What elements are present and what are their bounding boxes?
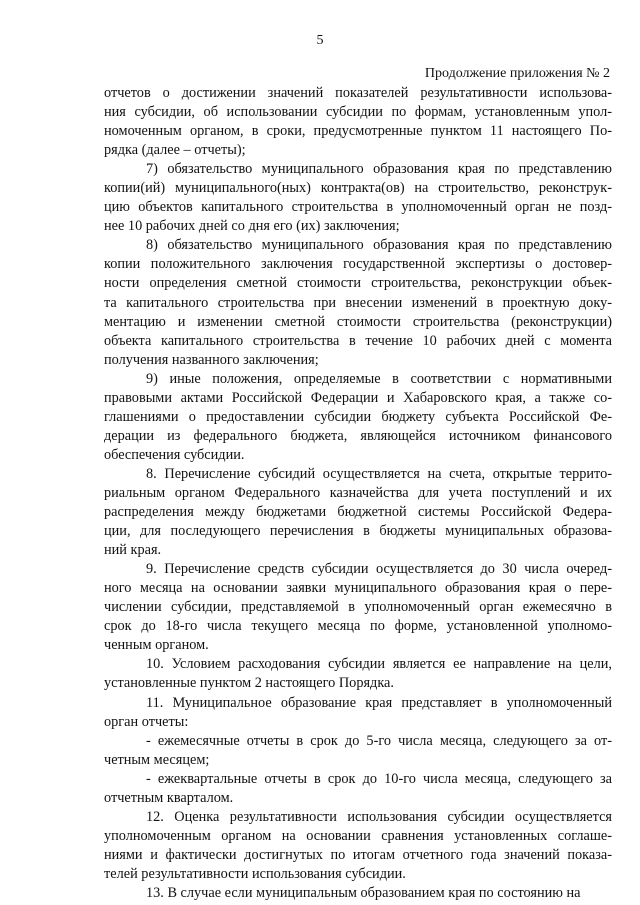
text-line: числении субсидии, представляемой в уполномоченный орган ежемесячно в [104,599,612,616]
page-number: 5 [316,33,324,48]
text-line: объекта капитального строительства в течение 10 рабочих дней с момента [104,332,612,349]
text-line: установленные пунктом 2 настоящего Порядка. [104,675,394,692]
text-line: нее 10 рабочих дней со дня его (их) заключения; [104,218,400,235]
text-line: 13. В случае если муниципальным образованием края по состоянию на [146,884,581,901]
text-line: распределения между бюджетами бюджетной системы Российской Федера- [104,504,612,521]
text-line: копии положительного заключения государственной экспертизы о достовер- [104,256,612,273]
appendix-continuation-label: Продолжение приложения № 2 [424,66,610,81]
text-line: копии(ий) муниципального(ных) контракта(ов) на строительство, реконструк- [104,180,612,197]
text-line: правовыми актами Российской Федерации и Хабаровского края, а также со- [104,389,612,406]
text-line: отчетным кварталом. [104,789,234,806]
text-line: ментацию и изменении сметной стоимости строительства (реконструкции) [104,313,612,330]
text-line: 10. Условием расходования субсидии является ее направление на цели, [146,656,612,673]
text-line: уполномоченным органом на основании сравнения установленных соглаше- [104,827,612,844]
text-line: ния субсидии, об использовании субсидии по формам, установленным упол- [104,104,612,121]
paragraph-s9 [104,560,612,655]
paragraph-s12 [104,808,612,884]
text-line: ний края. [104,542,162,559]
text-line: ченным органом. [104,637,209,654]
text-line: четным месяцем; [104,751,210,768]
text-line: риальным органом Федерального казначейства для учета поступлений и их [104,484,612,501]
text-line: дерации из федерального бюджета, являющейся источником финансового [104,427,612,444]
paragraph-s13 [104,884,612,903]
text-line: цию объектов капитального строительства в уполномоченный орган не позд- [104,199,612,216]
body-text [104,84,612,903]
text-line: отчетов о достижении значений показателей результативности использова- [104,85,612,101]
text-line: рядка (далее – отчеты); [104,142,246,159]
text-line: 8. Перечисление субсидий осуществляется на счета, открытые террито- [146,465,612,482]
text-line: телей результативности использования субсидии. [104,865,406,882]
paragraph-p8 [104,236,612,369]
text-line: 7) обязательство муниципального образования края по представлению [146,161,612,178]
paragraph-s11 [104,694,612,732]
text-line: 11. Муниципальное образование края представляет в уполномоченный [146,694,612,711]
text-line: орган отчеты: [104,713,189,730]
paragraph-p9 [104,370,612,465]
text-line: та капитального строительства при внесении изменений в проектную доку- [104,294,612,311]
text-line: ции, для последующего перечисления в бюджеты муниципальных образова- [104,523,612,540]
text-line: получения названного заключения; [104,351,319,368]
text-line: срок до 18-го числа текущего месяца по форме, установленной уполномо- [104,618,612,635]
text-line: 9) иные положения, определяемые в соответствии с нормативными [146,370,612,387]
text-line: 12. Оценка результативности использования субсидии осуществляется [146,808,612,825]
text-line: ного месяца на основании заявки муниципального образования края о пере- [104,580,612,597]
paragraph-p7 [104,160,612,236]
text-line: ниями и фактически достигнутых по итогам отчетного года значений показа- [104,846,612,863]
text-line: 9. Перечисление средств субсидии осуществляется до 30 числа очеред- [146,561,612,578]
text-line: обеспечения субсидии. [104,446,245,463]
paragraph-s10 [104,655,612,693]
text-line: ности определения сметной стоимости строительства, реконструкции объек- [104,275,612,292]
text-line: номоченным органом, в сроки, предусмотренные пунктом 11 настоящего По- [104,123,612,140]
paragraph-s8 [104,465,612,560]
text-line: - ежеквартальные отчеты в срок до 10-го числа месяца, следующего за [146,770,612,787]
text-line: 8) обязательство муниципального образования края по представлению [146,237,612,254]
text-line: - ежемесячные отчеты в срок до 5-го числа месяца, следующего за от- [146,732,612,749]
text-line: глашениями о предоставлении субсидии бюджету субъекта Российской Фе- [104,408,612,425]
paragraph-p0 [104,84,612,160]
paragraph-s11a [104,732,612,770]
paragraph-s11b [104,770,612,808]
